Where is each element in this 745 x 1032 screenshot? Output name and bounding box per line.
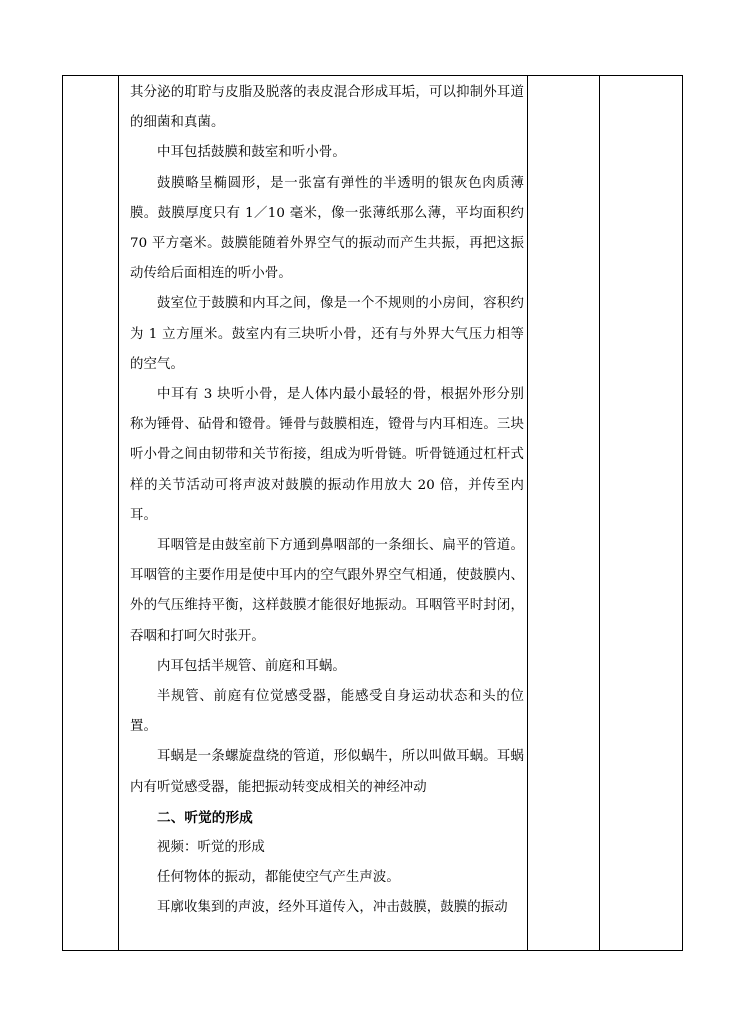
content-cell	[130, 78, 524, 950]
paragraph: 中耳有 3 块听小骨，是人体内最小最轻的骨，根据外形分别称为锤骨、砧骨和镫骨。锤骨与鼓膜相连，镫骨与内耳相连。三块听小骨之间由韧带和关节衔接，组成为听骨链。听骨链通过杠杆式样的关节活动可将声波对鼓膜的振动作用放大 20 倍，并传至内耳。	[130, 387, 524, 523]
paragraph: 半规管、前庭有位觉感受器，能感受自身运动状态和头的位置。	[130, 689, 524, 735]
paragraph: 视频：听觉的形成	[157, 840, 265, 856]
paragraph: 耳蜗是一条螺旋盘绕的管道，形似蜗牛，所以叫做耳蜗。耳蜗内有听觉感受器，能把振动转变成相关的神经冲动	[130, 749, 524, 795]
paragraph: 任何物体的振动，都能使空气产生声波。	[157, 870, 400, 886]
column-divider	[527, 76, 528, 950]
paragraph: 鼓膜略呈椭圆形，是一张富有弹性的半透明的银灰色肉质薄膜。鼓膜厚度只有 1／10 毫米，像一张薄纸那么薄，平均面积约 70 平方毫米。鼓膜能随着外界空气的振动而产生共振，再把这振动传给后面相连的听小骨。	[130, 175, 524, 282]
paragraph: 其分泌的耵聍与皮脂及脱落的表皮混合形成耳垢，可以抑制外耳道的细菌和真菌。	[130, 85, 524, 131]
column-divider	[118, 76, 119, 950]
paragraph: 耳咽管是由鼓室前下方通到鼻咽部的一条细长、扁平的管道。耳咽管的主要作用是使中耳内的空气跟外界空气相通，使鼓膜内、外的气压维持平衡，这样鼓膜才能很好地振动。耳咽管平时封闭，吞咽和打呵欠时张开。	[130, 538, 524, 644]
paragraph: 中耳包括鼓膜和鼓室和听小骨。	[157, 145, 346, 161]
paragraph: 内耳包括半规管、前庭和耳蜗。	[157, 658, 346, 674]
paragraph: 鼓室位于鼓膜和内耳之间，像是一个不规则的小房间，容积约为 1 立方厘米。鼓室内有三块听小骨，还有与外界大气压力相等的空气。	[130, 296, 524, 372]
section-heading: 二、听觉的形成	[157, 809, 253, 826]
column-divider	[599, 76, 600, 950]
paragraph: 耳廓收集到的声波，经外耳道传入，冲击鼓膜，鼓膜的振动	[157, 900, 508, 916]
